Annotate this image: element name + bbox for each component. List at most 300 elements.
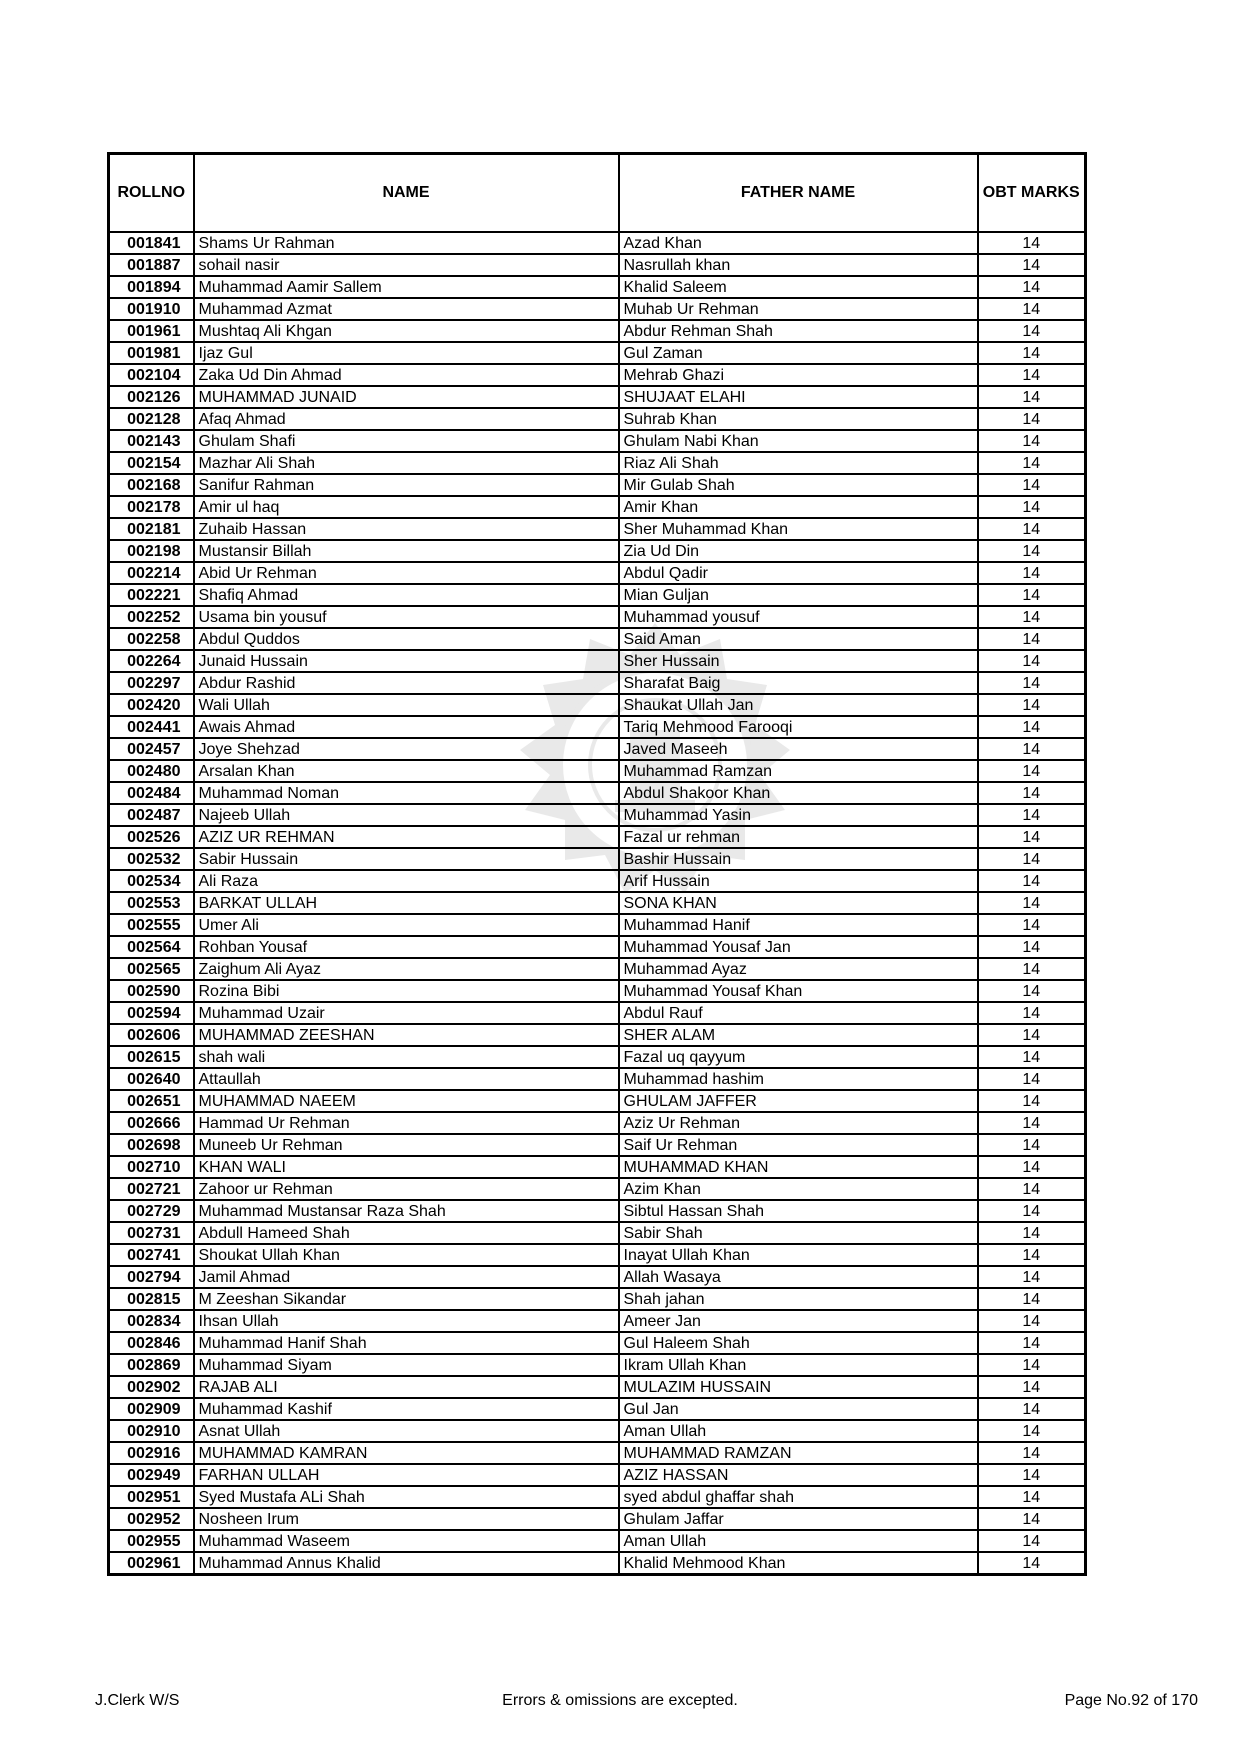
cell-father-name: Amir Khan [619,496,978,518]
table-row [109,980,1086,1002]
cell-rollno: 001910 [109,298,194,320]
table-row [109,694,1086,716]
cell-father-name: syed abdul ghaffar shah [619,1486,978,1508]
cell-name: Ali Raza [194,870,619,892]
cell-rollno: 002214 [109,562,194,584]
cell-name: Mazhar Ali Shah [194,452,619,474]
cell-rollno: 002794 [109,1266,194,1288]
cell-father-name: Arif Hussain [619,870,978,892]
table-row [109,1112,1086,1134]
cell-name: Asnat Ullah [194,1420,619,1442]
table-row [109,1354,1086,1376]
cell-obt-marks: 14 [978,1530,1086,1552]
cell-rollno: 002480 [109,760,194,782]
table-row [109,386,1086,408]
cell-father-name: Mian Guljan [619,584,978,606]
cell-father-name: Suhrab Khan [619,408,978,430]
cell-name: Jamil Ahmad [194,1266,619,1288]
cell-obt-marks: 14 [978,848,1086,870]
cell-name: Zahoor ur Rehman [194,1178,619,1200]
cell-obt-marks: 14 [978,1332,1086,1354]
footer-clerk: J.Clerk W/S [95,1692,180,1709]
header-obt-marks: OBT MARKS [978,154,1086,233]
cell-rollno: 002128 [109,408,194,430]
cell-obt-marks: 14 [978,1354,1086,1376]
cell-obt-marks: 14 [978,1156,1086,1178]
cell-father-name: Riaz Ali Shah [619,452,978,474]
table-row [109,848,1086,870]
cell-name: AZIZ UR REHMAN [194,826,619,848]
cell-obt-marks: 14 [978,870,1086,892]
cell-obt-marks: 14 [978,584,1086,606]
table-row [109,1090,1086,1112]
cell-father-name: Gul Haleem Shah [619,1332,978,1354]
cell-obt-marks: 14 [978,518,1086,540]
cell-name: sohail nasir [194,254,619,276]
cell-name: Attaullah [194,1068,619,1090]
cell-obt-marks: 14 [978,232,1086,254]
cell-father-name: Shah jahan [619,1288,978,1310]
cell-rollno: 002553 [109,892,194,914]
cell-obt-marks: 14 [978,1244,1086,1266]
table-row [109,452,1086,474]
table-row [109,1200,1086,1222]
table-row [109,892,1086,914]
cell-rollno: 002420 [109,694,194,716]
cell-obt-marks: 14 [978,1222,1086,1244]
cell-name: Muhammad Kashif [194,1398,619,1420]
table-row [109,320,1086,342]
cell-father-name: Abdul Rauf [619,1002,978,1024]
cell-rollno: 002615 [109,1046,194,1068]
cell-name: Muhammad Azmat [194,298,619,320]
cell-father-name: Gul Jan [619,1398,978,1420]
table-row [109,1398,1086,1420]
cell-name: Muhammad Aamir Sallem [194,276,619,298]
cell-obt-marks: 14 [978,1090,1086,1112]
cell-obt-marks: 14 [978,1112,1086,1134]
cell-father-name: Bashir Hussain [619,848,978,870]
table-row [109,650,1086,672]
cell-father-name: Abdul Shakoor Khan [619,782,978,804]
cell-father-name: Sibtul Hassan Shah [619,1200,978,1222]
table-row [109,1024,1086,1046]
table-row [109,606,1086,628]
footer-disclaimer: Errors & omissions are excepted. [502,1692,738,1709]
cell-obt-marks: 14 [978,738,1086,760]
cell-rollno: 002846 [109,1332,194,1354]
cell-rollno: 002651 [109,1090,194,1112]
cell-name: Shoukat Ullah Khan [194,1244,619,1266]
cell-name: Muhammad Mustansar Raza Shah [194,1200,619,1222]
cell-obt-marks: 14 [978,958,1086,980]
cell-rollno: 002564 [109,936,194,958]
cell-name: Junaid Hussain [194,650,619,672]
cell-rollno: 001841 [109,232,194,254]
table-row [109,584,1086,606]
table-row [109,1266,1086,1288]
cell-rollno: 002606 [109,1024,194,1046]
cell-name: Mustansir Billah [194,540,619,562]
table-row [109,430,1086,452]
cell-name: Muhammad Annus Khalid [194,1552,619,1575]
cell-rollno: 002590 [109,980,194,1002]
cell-obt-marks: 14 [978,650,1086,672]
cell-name: Ghulam Shafi [194,430,619,452]
table-row [109,716,1086,738]
cell-rollno: 002902 [109,1376,194,1398]
header-rollno: ROLLNO [109,154,194,233]
cell-obt-marks: 14 [978,980,1086,1002]
cell-father-name: Muhammad yousuf [619,606,978,628]
cell-father-name: Inayat Ullah Khan [619,1244,978,1266]
cell-obt-marks: 14 [978,1046,1086,1068]
cell-rollno: 002565 [109,958,194,980]
cell-name: Rozina Bibi [194,980,619,1002]
cell-name: Wali Ullah [194,694,619,716]
table-row [109,1178,1086,1200]
cell-obt-marks: 14 [978,1464,1086,1486]
cell-name: MUHAMMAD NAEEM [194,1090,619,1112]
cell-obt-marks: 14 [978,826,1086,848]
cell-name: Arsalan Khan [194,760,619,782]
cell-name: Najeeb Ullah [194,804,619,826]
cell-name: Ijaz Gul [194,342,619,364]
cell-name: Zaighum Ali Ayaz [194,958,619,980]
cell-rollno: 002526 [109,826,194,848]
cell-rollno: 002640 [109,1068,194,1090]
cell-father-name: Muhammad Yousaf Jan [619,936,978,958]
table-row [109,958,1086,980]
cell-rollno: 002484 [109,782,194,804]
cell-rollno: 002731 [109,1222,194,1244]
cell-obt-marks: 14 [978,1178,1086,1200]
cell-father-name: Sher Hussain [619,650,978,672]
cell-rollno: 002949 [109,1464,194,1486]
table-row [109,1156,1086,1178]
table-row [109,1530,1086,1552]
table-row [109,738,1086,760]
cell-rollno: 002961 [109,1552,194,1575]
cell-rollno: 002698 [109,1134,194,1156]
cell-father-name: Fazal ur rehman [619,826,978,848]
table-row [109,1486,1086,1508]
cell-name: MUHAMMAD JUNAID [194,386,619,408]
cell-father-name: Nasrullah khan [619,254,978,276]
cell-name: MUHAMMAD ZEESHAN [194,1024,619,1046]
cell-father-name: Tariq Mehmood Farooqi [619,716,978,738]
cell-name: MUHAMMAD KAMRAN [194,1442,619,1464]
cell-father-name: Ikram Ullah Khan [619,1354,978,1376]
cell-obt-marks: 14 [978,474,1086,496]
table-row [109,342,1086,364]
table-row [109,474,1086,496]
cell-obt-marks: 14 [978,496,1086,518]
cell-obt-marks: 14 [978,1002,1086,1024]
cell-father-name: Muhab Ur Rehman [619,298,978,320]
table-row [109,672,1086,694]
table-row [109,1222,1086,1244]
cell-rollno: 002181 [109,518,194,540]
cell-name: Sabir Hussain [194,848,619,870]
table-row [109,760,1086,782]
cell-name: Awais Ahmad [194,716,619,738]
cell-rollno: 002532 [109,848,194,870]
cell-rollno: 002594 [109,1002,194,1024]
cell-rollno: 002815 [109,1288,194,1310]
cell-father-name: Mir Gulab Shah [619,474,978,496]
cell-father-name: AZIZ HASSAN [619,1464,978,1486]
cell-rollno: 001981 [109,342,194,364]
cell-obt-marks: 14 [978,1376,1086,1398]
table-row [109,870,1086,892]
cell-name: Abid Ur Rehman [194,562,619,584]
cell-name: M Zeeshan Sikandar [194,1288,619,1310]
footer-page-number: Page No.92 of 170 [1064,1692,1198,1709]
cell-name: Abdull Hameed Shah [194,1222,619,1244]
cell-obt-marks: 14 [978,1398,1086,1420]
cell-father-name: Ghulam Nabi Khan [619,430,978,452]
cell-name: Umer Ali [194,914,619,936]
cell-rollno: 002258 [109,628,194,650]
cell-father-name: Abdul Qadir [619,562,978,584]
cell-father-name: Javed Maseeh [619,738,978,760]
cell-rollno: 002666 [109,1112,194,1134]
cell-rollno: 002555 [109,914,194,936]
cell-father-name: Muhammad Hanif [619,914,978,936]
cell-rollno: 002178 [109,496,194,518]
table-row [109,276,1086,298]
cell-name: Abdur Rashid [194,672,619,694]
cell-father-name: Allah Wasaya [619,1266,978,1288]
cell-obt-marks: 14 [978,562,1086,584]
cell-obt-marks: 14 [978,760,1086,782]
cell-obt-marks: 14 [978,1508,1086,1530]
cell-obt-marks: 14 [978,1288,1086,1310]
cell-obt-marks: 14 [978,540,1086,562]
cell-rollno: 002297 [109,672,194,694]
cell-father-name: SHER ALAM [619,1024,978,1046]
cell-rollno: 002721 [109,1178,194,1200]
cell-name: Mushtaq Ali Khgan [194,320,619,342]
cell-father-name: Azad Khan [619,232,978,254]
table-row [109,914,1086,936]
cell-obt-marks: 14 [978,452,1086,474]
cell-father-name: Mehrab Ghazi [619,364,978,386]
cell-father-name: Muhammad Ramzan [619,760,978,782]
cell-obt-marks: 14 [978,1486,1086,1508]
table-row [109,1134,1086,1156]
cell-father-name: SONA KHAN [619,892,978,914]
cell-father-name: Muhammad hashim [619,1068,978,1090]
cell-obt-marks: 14 [978,782,1086,804]
cell-name: Amir ul haq [194,496,619,518]
cell-rollno: 002198 [109,540,194,562]
cell-name: Abdul Quddos [194,628,619,650]
cell-rollno: 001894 [109,276,194,298]
cell-rollno: 002951 [109,1486,194,1508]
cell-obt-marks: 14 [978,430,1086,452]
table-row [109,1310,1086,1332]
cell-rollno: 002264 [109,650,194,672]
cell-obt-marks: 14 [978,1024,1086,1046]
table-row [109,826,1086,848]
cell-name: KHAN WALI [194,1156,619,1178]
table-row [109,1332,1086,1354]
table-header-row [109,154,1086,233]
cell-father-name: Shaukat Ullah Jan [619,694,978,716]
cell-father-name: Ghulam Jaffar [619,1508,978,1530]
table-row [109,936,1086,958]
cell-obt-marks: 14 [978,320,1086,342]
cell-father-name: Muhammad Yasin [619,804,978,826]
cell-rollno: 002126 [109,386,194,408]
cell-obt-marks: 14 [978,606,1086,628]
cell-obt-marks: 14 [978,1266,1086,1288]
cell-father-name: Aman Ullah [619,1530,978,1552]
cell-father-name: MULAZIM HUSSAIN [619,1376,978,1398]
cell-rollno: 002154 [109,452,194,474]
table-row [109,496,1086,518]
cell-father-name: Muhammad Yousaf Khan [619,980,978,1002]
table-row [109,298,1086,320]
cell-name: Sanifur Rahman [194,474,619,496]
cell-father-name: Khalid Saleem [619,276,978,298]
cell-obt-marks: 14 [978,276,1086,298]
cell-name: Zaka Ud Din Ahmad [194,364,619,386]
cell-name: Muhammad Waseem [194,1530,619,1552]
cell-name: Muneeb Ur Rehman [194,1134,619,1156]
table-row [109,1288,1086,1310]
cell-father-name: Sharafat Baig [619,672,978,694]
cell-name: Shams Ur Rahman [194,232,619,254]
results-table [107,152,1087,1576]
cell-father-name: Gul Zaman [619,342,978,364]
table-row [109,408,1086,430]
cell-name: shah wali [194,1046,619,1068]
cell-name: Zuhaib Hassan [194,518,619,540]
cell-rollno: 002710 [109,1156,194,1178]
table-row [109,540,1086,562]
cell-father-name: MUHAMMAD KHAN [619,1156,978,1178]
cell-rollno: 002729 [109,1200,194,1222]
cell-rollno: 002534 [109,870,194,892]
cell-father-name: Aman Ullah [619,1420,978,1442]
cell-rollno: 002457 [109,738,194,760]
cell-rollno: 002143 [109,430,194,452]
cell-obt-marks: 14 [978,628,1086,650]
table-row [109,1002,1086,1024]
cell-name: Afaq Ahmad [194,408,619,430]
cell-obt-marks: 14 [978,342,1086,364]
table-row [109,364,1086,386]
cell-obt-marks: 14 [978,914,1086,936]
cell-name: Muhammad Hanif Shah [194,1332,619,1354]
cell-father-name: Sabir Shah [619,1222,978,1244]
cell-name: Rohban Yousaf [194,936,619,958]
cell-name: Joye Shehzad [194,738,619,760]
table-row [109,1552,1086,1575]
cell-obt-marks: 14 [978,1310,1086,1332]
cell-rollno: 002741 [109,1244,194,1266]
table-row [109,518,1086,540]
cell-father-name: Muhammad Ayaz [619,958,978,980]
cell-rollno: 002104 [109,364,194,386]
cell-rollno: 001961 [109,320,194,342]
cell-name: Muhammad Siyam [194,1354,619,1376]
table-row [109,232,1086,254]
cell-obt-marks: 14 [978,672,1086,694]
cell-rollno: 002221 [109,584,194,606]
cell-father-name: Zia Ud Din [619,540,978,562]
cell-name: BARKAT ULLAH [194,892,619,914]
cell-obt-marks: 14 [978,1134,1086,1156]
cell-father-name: Saif Ur Rehman [619,1134,978,1156]
cell-father-name: Abdur Rehman Shah [619,320,978,342]
cell-obt-marks: 14 [978,1068,1086,1090]
cell-obt-marks: 14 [978,298,1086,320]
cell-obt-marks: 14 [978,936,1086,958]
cell-father-name: Khalid Mehmood Khan [619,1552,978,1575]
cell-father-name: Aziz Ur Rehman [619,1112,978,1134]
cell-name: Muhammad Uzair [194,1002,619,1024]
cell-name: Usama bin yousuf [194,606,619,628]
table-row [109,254,1086,276]
table-row [109,628,1086,650]
cell-obt-marks: 14 [978,892,1086,914]
header-father-name: FATHER NAME [619,154,978,233]
cell-rollno: 002252 [109,606,194,628]
cell-name: Shafiq Ahmad [194,584,619,606]
cell-name: Ihsan Ullah [194,1310,619,1332]
cell-name: Nosheen Irum [194,1508,619,1530]
cell-name: Hammad Ur Rehman [194,1112,619,1134]
cell-name: Syed Mustafa ALi Shah [194,1486,619,1508]
header-name: NAME [194,154,619,233]
cell-rollno: 002441 [109,716,194,738]
cell-obt-marks: 14 [978,408,1086,430]
cell-obt-marks: 14 [978,1552,1086,1575]
cell-name: FARHAN ULLAH [194,1464,619,1486]
cell-father-name: Said Aman [619,628,978,650]
cell-obt-marks: 14 [978,694,1086,716]
cell-rollno: 002952 [109,1508,194,1530]
cell-father-name: Fazal uq qayyum [619,1046,978,1068]
cell-rollno: 001887 [109,254,194,276]
table-row [109,1508,1086,1530]
cell-rollno: 002834 [109,1310,194,1332]
table-row [109,1376,1086,1398]
cell-obt-marks: 14 [978,716,1086,738]
cell-name: RAJAB ALI [194,1376,619,1398]
table-row [109,562,1086,584]
cell-rollno: 002487 [109,804,194,826]
table-row [109,782,1086,804]
table-row [109,1442,1086,1464]
table-row [109,1420,1086,1442]
table-row [109,804,1086,826]
cell-father-name: SHUJAAT ELAHI [619,386,978,408]
cell-obt-marks: 14 [978,1420,1086,1442]
cell-father-name: MUHAMMAD RAMZAN [619,1442,978,1464]
cell-obt-marks: 14 [978,804,1086,826]
cell-father-name: Sher Muhammad Khan [619,518,978,540]
cell-father-name: Azim Khan [619,1178,978,1200]
cell-name: Muhammad Noman [194,782,619,804]
cell-rollno: 002955 [109,1530,194,1552]
cell-rollno: 002916 [109,1442,194,1464]
cell-father-name: GHULAM JAFFER [619,1090,978,1112]
